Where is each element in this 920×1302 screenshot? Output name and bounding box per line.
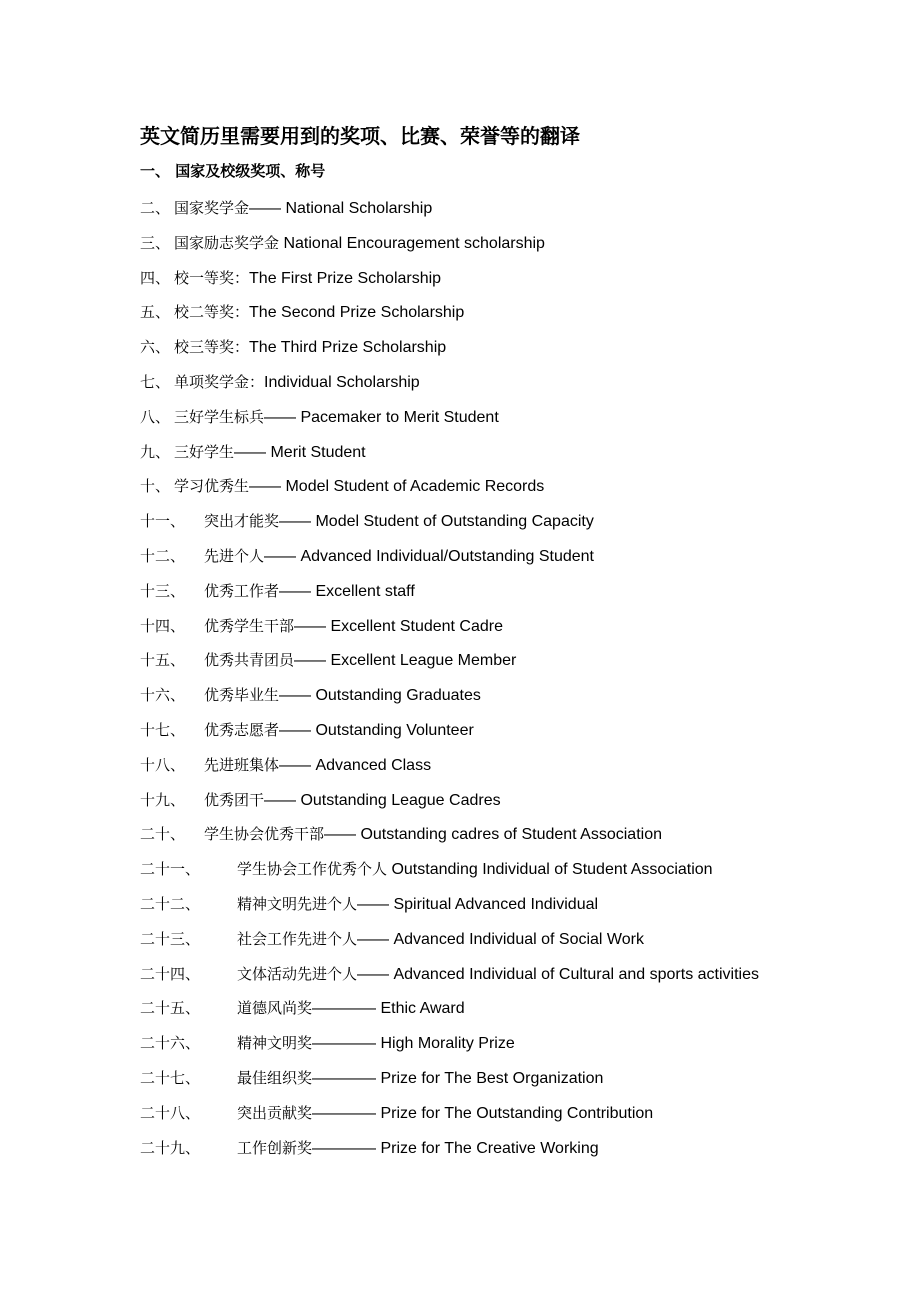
- award-chinese-name: 社会工作先进个人: [237, 929, 358, 948]
- list-item-number: 十、: [140, 477, 171, 496]
- list-item-number: 十七、: [140, 720, 186, 739]
- list-item-number: 四、: [140, 268, 171, 287]
- list-item: [140, 928, 900, 963]
- list-item-number: 八、: [140, 407, 171, 426]
- award-chinese-name: 校二等奖：: [174, 303, 250, 322]
- list-item-number: 十九、: [140, 790, 186, 809]
- award-english-name: —— Pacemaker to Merit Student: [264, 408, 499, 426]
- list-item-number: 二十三、: [140, 929, 201, 948]
- award-english-name: Individual Scholarship: [264, 373, 420, 391]
- list-item-text: [204, 615, 503, 638]
- award-chinese-name: 精神文明先进个人: [237, 894, 358, 913]
- award-english-name: —— Advanced Individual/Outstanding Student: [264, 547, 594, 565]
- award-english-name: —— Merit Student: [234, 443, 366, 461]
- list-item: [140, 475, 900, 510]
- list-item-text: [174, 371, 420, 394]
- list-item-text: [237, 1067, 603, 1090]
- award-chinese-name: 学生协会工作优秀个人: [237, 860, 388, 879]
- award-chinese-name: 校一等奖：: [174, 268, 250, 287]
- award-chinese-name: 精神文明奖: [237, 1034, 313, 1053]
- list-item-text: [174, 301, 464, 324]
- award-english-name: —— Outstanding cadres of Student Association: [324, 826, 662, 844]
- award-english-name: ———— Prize for The Creative Working: [312, 1139, 599, 1157]
- section-heading: 一、 国家及校级奖项、称号: [140, 162, 326, 180]
- award-chinese-name: 道德风尚奖: [237, 999, 313, 1018]
- list-item: [140, 684, 900, 719]
- award-chinese-name: 校三等奖：: [174, 338, 250, 357]
- award-english-name: —— Excellent League Member: [294, 652, 517, 670]
- list-item-text: [174, 232, 545, 255]
- list-item-text: [204, 719, 474, 742]
- award-chinese-name: 优秀共青团员: [204, 651, 295, 670]
- award-english-name: —— Spiritual Advanced Individual: [357, 895, 599, 913]
- list-item: [140, 754, 900, 789]
- list-item: [140, 1102, 900, 1137]
- award-list: [140, 197, 900, 1171]
- list-item-text: [204, 545, 594, 568]
- list-item-number: 五、: [140, 303, 171, 322]
- list-item-text: [174, 267, 441, 290]
- list-item-text: [204, 754, 431, 777]
- award-english-name: —— Advanced Individual of Cultural and sports activities: [357, 965, 759, 983]
- list-item-number: 十六、: [140, 686, 186, 705]
- list-item-text: [204, 684, 481, 707]
- award-english-name: —— Advanced Class: [279, 756, 432, 774]
- list-item-number: 三、: [140, 233, 171, 252]
- document-title: 英文简历里需要用到的奖项、比赛、荣誉等的翻译: [140, 124, 580, 148]
- award-chinese-name: 优秀工作者: [204, 581, 280, 600]
- list-item: [140, 301, 900, 336]
- award-english-name: ———— High Morality Prize: [312, 1035, 515, 1053]
- list-item-text: [174, 406, 499, 429]
- list-item-text: [237, 1102, 653, 1125]
- list-item-text: [204, 580, 415, 603]
- award-chinese-name: 国家奖学金: [174, 199, 250, 217]
- award-chinese-name: 优秀志愿者: [204, 720, 280, 739]
- award-english-name: The Third Prize Scholarship: [249, 339, 447, 357]
- award-english-name: —— Outstanding Graduates: [279, 687, 481, 705]
- list-item-number: 二十一、: [140, 860, 201, 879]
- list-item-text: [237, 928, 644, 951]
- list-item: [140, 1067, 900, 1102]
- list-item: [140, 406, 900, 441]
- list-item-text: [174, 197, 432, 220]
- list-item-text: [204, 649, 516, 672]
- list-item-number: 十一、: [140, 512, 186, 531]
- award-english-name: ———— Ethic Award: [312, 1000, 465, 1018]
- award-english-name: ———— Prize for The Best Organization: [312, 1069, 604, 1087]
- award-english-name: —— Model Student of Outstanding Capacity: [279, 513, 594, 531]
- list-item-text: [237, 1137, 599, 1160]
- list-item: [140, 858, 900, 893]
- award-english-name: —— National Scholarship: [249, 200, 433, 217]
- list-item: [140, 893, 900, 928]
- award-english-name: —— Model Student of Academic Records: [249, 478, 545, 496]
- list-item-number: 二十四、: [140, 964, 201, 983]
- award-english-name: —— Outstanding League Cadres: [264, 791, 501, 809]
- award-chinese-name: 文体活动先进个人: [237, 964, 358, 983]
- award-chinese-name: 优秀团干: [204, 790, 265, 809]
- list-item-text: [237, 963, 759, 986]
- list-item: [140, 441, 900, 476]
- list-item-number: 二十五、: [140, 999, 201, 1018]
- award-english-name: The First Prize Scholarship: [249, 269, 442, 287]
- award-english-name: The Second Prize Scholarship: [249, 304, 465, 322]
- list-item-text: [174, 441, 366, 464]
- list-item: [140, 580, 900, 615]
- award-chinese-name: 单项奖学金：: [174, 372, 265, 391]
- list-item-number: 十五、: [140, 651, 186, 670]
- list-item-number: 七、: [140, 372, 171, 391]
- list-item-text: [237, 1032, 515, 1055]
- award-chinese-name: 突出才能奖: [204, 512, 280, 531]
- list-item: [140, 232, 900, 267]
- list-item: [140, 336, 900, 371]
- list-item-number: 二十八、: [140, 1103, 201, 1122]
- award-english-name: ———— Prize for The Outstanding Contribution: [312, 1104, 654, 1122]
- list-item: [140, 1137, 900, 1172]
- list-item: [140, 649, 900, 684]
- list-item: [140, 719, 900, 754]
- list-item: [140, 789, 900, 824]
- award-english-name: National Encouragement scholarship: [279, 234, 545, 252]
- award-chinese-name: 优秀学生干部: [204, 616, 295, 635]
- list-item: [140, 823, 900, 858]
- list-item: [140, 963, 900, 998]
- list-item-number: 二十二、: [140, 894, 201, 913]
- award-chinese-name: 学生协会优秀干部: [204, 825, 325, 844]
- list-item: [140, 267, 900, 302]
- list-item: [140, 510, 900, 545]
- award-chinese-name: 先进班集体: [204, 755, 280, 774]
- award-chinese-name: 先进个人: [204, 546, 265, 565]
- award-english-name: —— Excellent staff: [279, 582, 415, 600]
- award-chinese-name: 优秀毕业生: [204, 686, 280, 705]
- list-item: [140, 997, 900, 1032]
- list-item-number: 十二、: [140, 546, 186, 565]
- award-chinese-name: 三好学生标兵: [174, 407, 265, 426]
- list-item-number: 十三、: [140, 581, 186, 600]
- award-english-name: —— Advanced Individual of Social Work: [357, 930, 644, 948]
- award-chinese-name: 学习优秀生: [174, 477, 250, 496]
- list-item: [140, 371, 900, 406]
- list-item-number: 二十九、: [140, 1138, 201, 1157]
- list-item-number: 二、: [140, 199, 171, 217]
- list-item: [140, 545, 900, 580]
- list-item-text: [237, 997, 465, 1020]
- list-item-text: [204, 510, 594, 533]
- list-item-number: 九、: [140, 442, 171, 461]
- list-item-number: 二十七、: [140, 1068, 201, 1087]
- list-item-text: [204, 823, 662, 846]
- award-chinese-name: 国家励志奖学金: [174, 233, 280, 252]
- list-item-number: 十四、: [140, 616, 186, 635]
- list-item: [140, 1032, 900, 1067]
- list-item-text: [237, 893, 598, 916]
- award-chinese-name: 突出贡献奖: [237, 1103, 313, 1122]
- list-item-number: 十八、: [140, 755, 186, 774]
- list-item-text: [204, 789, 501, 812]
- award-english-name: —— Outstanding Volunteer: [279, 721, 474, 739]
- list-item-text: [174, 336, 446, 359]
- list-item-text: [174, 475, 544, 498]
- list-item: [140, 615, 900, 650]
- award-english-name: Outstanding Individual of Student Association: [387, 861, 713, 879]
- list-item-text: [237, 858, 713, 881]
- award-chinese-name: 最佳组织奖: [237, 1068, 313, 1087]
- award-chinese-name: 三好学生: [174, 442, 235, 461]
- list-item-number: 二十六、: [140, 1034, 201, 1053]
- award-chinese-name: 工作创新奖: [237, 1138, 313, 1157]
- list-item-number: 六、: [140, 338, 171, 357]
- award-english-name: —— Excellent Student Cadre: [294, 617, 504, 635]
- list-item: [140, 197, 900, 232]
- list-item-number: 二十、: [140, 825, 186, 844]
